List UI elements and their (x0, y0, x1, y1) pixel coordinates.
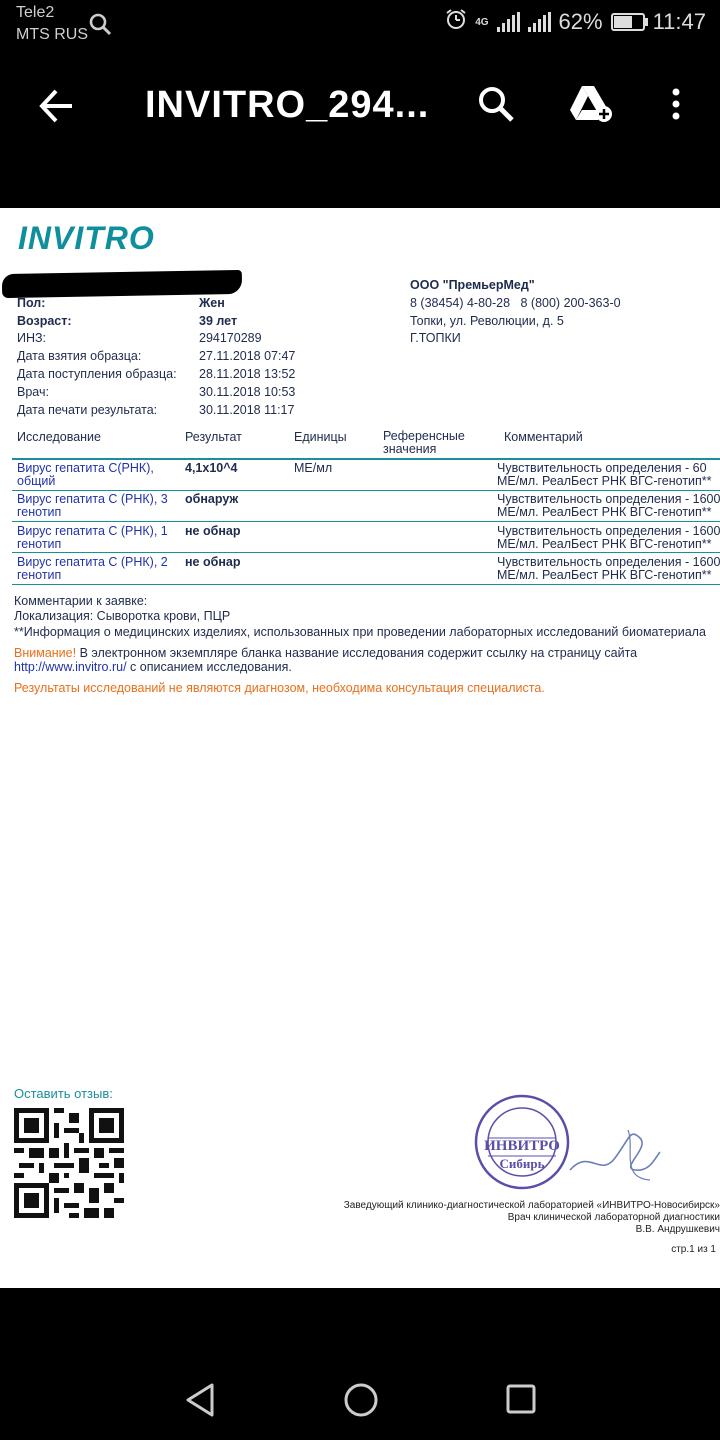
field-value-received-date: 28.11.2018 13:52 (199, 367, 296, 381)
signal-icon (497, 12, 520, 32)
redaction-scribble (2, 270, 242, 298)
add-to-drive-icon[interactable] (568, 84, 616, 129)
stamp-sub-text: Сибирь (499, 1156, 545, 1171)
row-result: обнаруж (185, 492, 239, 506)
more-options-icon[interactable] (668, 86, 684, 131)
row-test-name[interactable]: Вирус гепатита С(РНК), (17, 461, 154, 475)
invitro-logo: INVITRO (18, 220, 155, 256)
status-bar (0, 0, 720, 50)
row-divider (12, 584, 720, 585)
org-address: Топки, ул. Революции, д. 5 (410, 314, 564, 328)
field-label-received-date: Дата поступления образца: (17, 367, 177, 381)
row-divider (12, 521, 720, 522)
row-result: не обнар (185, 524, 241, 538)
table-header-divider (12, 458, 720, 460)
carrier-name: Tele2 (16, 4, 55, 21)
search-icon (88, 12, 112, 41)
row-units: МЕ/мл (294, 461, 333, 475)
warning-text: В электронном экземпляре бланка название исследования содержит ссылку на страницу сайта (76, 646, 638, 660)
warning-label: Внимание! (14, 646, 77, 660)
field-value-doctor: 30.11.2018 10:53 (199, 385, 296, 399)
signature-icon (560, 1108, 670, 1193)
signer-line-3: В.В. Андрушкевич (635, 1224, 720, 1235)
alarm-icon (445, 8, 467, 36)
field-value-sex: Жен (199, 296, 225, 310)
org-city: Г.ТОПКИ (410, 331, 461, 345)
battery-icon (611, 13, 645, 31)
field-value-age: 39 лет (199, 314, 238, 328)
document-title: INVITRO_294... (145, 84, 430, 126)
field-label-print-date: Дата печати результата: (17, 403, 158, 417)
qr-code-icon[interactable] (14, 1108, 124, 1223)
row-comment: Чувствительность определения - 1600 (497, 524, 720, 538)
info-note: **Информация о медицинских изделиях, использованных при проведении лабораторных исследований биоматериала (14, 625, 706, 639)
col-header-comment: Комментарий (504, 430, 583, 444)
search-icon[interactable] (476, 84, 516, 129)
battery-percent: 62% (558, 9, 603, 34)
field-label-doctor: Врач: (17, 385, 49, 399)
row-comment: Чувствительность определения - 1600 (497, 555, 720, 569)
link-note (14, 660, 292, 674)
document-page[interactable] (0, 208, 720, 1288)
page-number: стр.1 из 1 (671, 1244, 716, 1255)
field-value-print-date: 30.11.2018 11:17 (199, 403, 295, 417)
field-value-sample-date: 27.11.2018 07:47 (199, 349, 296, 363)
row-test-name-cont[interactable]: генотип (17, 568, 62, 582)
localization-note: Локализация: Сыворотка крови, ПЦР (14, 609, 231, 623)
signal-icon-secondary (528, 12, 551, 32)
org-phones: 8 (38454) 4-80-28 8 (800) 200-363-0 (410, 296, 621, 310)
field-label-sex: Пол: (17, 296, 46, 310)
row-result: не обнар (185, 555, 241, 569)
stamp-main-text: ИНВИТРО (484, 1138, 560, 1154)
nav-back-icon[interactable] (184, 1382, 216, 1423)
row-divider (12, 552, 720, 553)
network-type-label: 4G (475, 16, 489, 28)
link-suffix: с описанием исследования. (126, 660, 292, 674)
nav-recent-apps-icon[interactable] (506, 1384, 536, 1419)
nav-home-icon[interactable] (343, 1382, 379, 1423)
row-test-name-cont[interactable]: генотип (17, 537, 62, 551)
col-header-units: Единицы (294, 430, 347, 444)
back-arrow-icon[interactable] (36, 86, 76, 131)
field-label-inz: ИНЗ: (17, 331, 47, 345)
clock: 11:47 (652, 9, 706, 34)
field-label-sample-date: Дата взятия образца: (17, 349, 142, 363)
signer-line-1: Заведующий клинико-диагностической лабораторией «ИНВИТРО-Новосибирск» (343, 1200, 720, 1211)
field-label-age: Возраст: (17, 314, 72, 328)
row-test-name-cont[interactable]: общий (17, 474, 56, 488)
col-header-reference: Референсные значения (383, 429, 465, 456)
warning-note (14, 646, 637, 660)
signer-line-2: Врач клинической лабораторной диагностики (507, 1212, 720, 1223)
org-name: ООО "ПремьерМед" (410, 278, 535, 292)
row-test-name[interactable]: Вирус гепатита С (РНК), 1 (17, 524, 168, 538)
row-test-name-cont[interactable]: генотип (17, 505, 62, 519)
row-comment-cont: МЕ/мл. РеалБест РНК ВГС-генотип** (497, 537, 712, 551)
row-comment-cont: МЕ/мл. РеалБест РНК ВГС-генотип** (497, 505, 712, 519)
comments-title: Комментарии к заявке: (14, 594, 148, 608)
row-comment-cont: МЕ/мл. РеалБест РНК ВГС-генотип** (497, 568, 712, 582)
col-header-result: Результат (185, 430, 242, 444)
row-test-name[interactable]: Вирус гепатита С (РНК), 3 (17, 492, 168, 506)
row-divider (12, 490, 720, 491)
col-header-test: Исследование (17, 430, 101, 444)
row-test-name[interactable]: Вирус гепатита С (РНК), 2 (17, 555, 168, 569)
navigation-bar (0, 1288, 720, 1440)
row-comment-cont: МЕ/мл. РеалБест РНК ВГС-генотип** (497, 474, 712, 488)
review-label: Оставить отзыв: (14, 1086, 113, 1101)
row-comment: Чувствительность определения - 60 (497, 461, 707, 475)
invitro-site-link[interactable]: http://www.invitro.ru/ (14, 660, 127, 674)
app-bar (0, 50, 720, 160)
row-comment: Чувствительность определения - 1600 (497, 492, 720, 506)
row-result: 4,1x10^4 (185, 461, 238, 475)
carrier-name-secondary: MTS RUS (16, 26, 88, 43)
field-value-inz: 294170289 (199, 331, 262, 345)
disclaimer: Результаты исследований не являются диагнозом, необходима консультация специалиста. (14, 681, 545, 695)
